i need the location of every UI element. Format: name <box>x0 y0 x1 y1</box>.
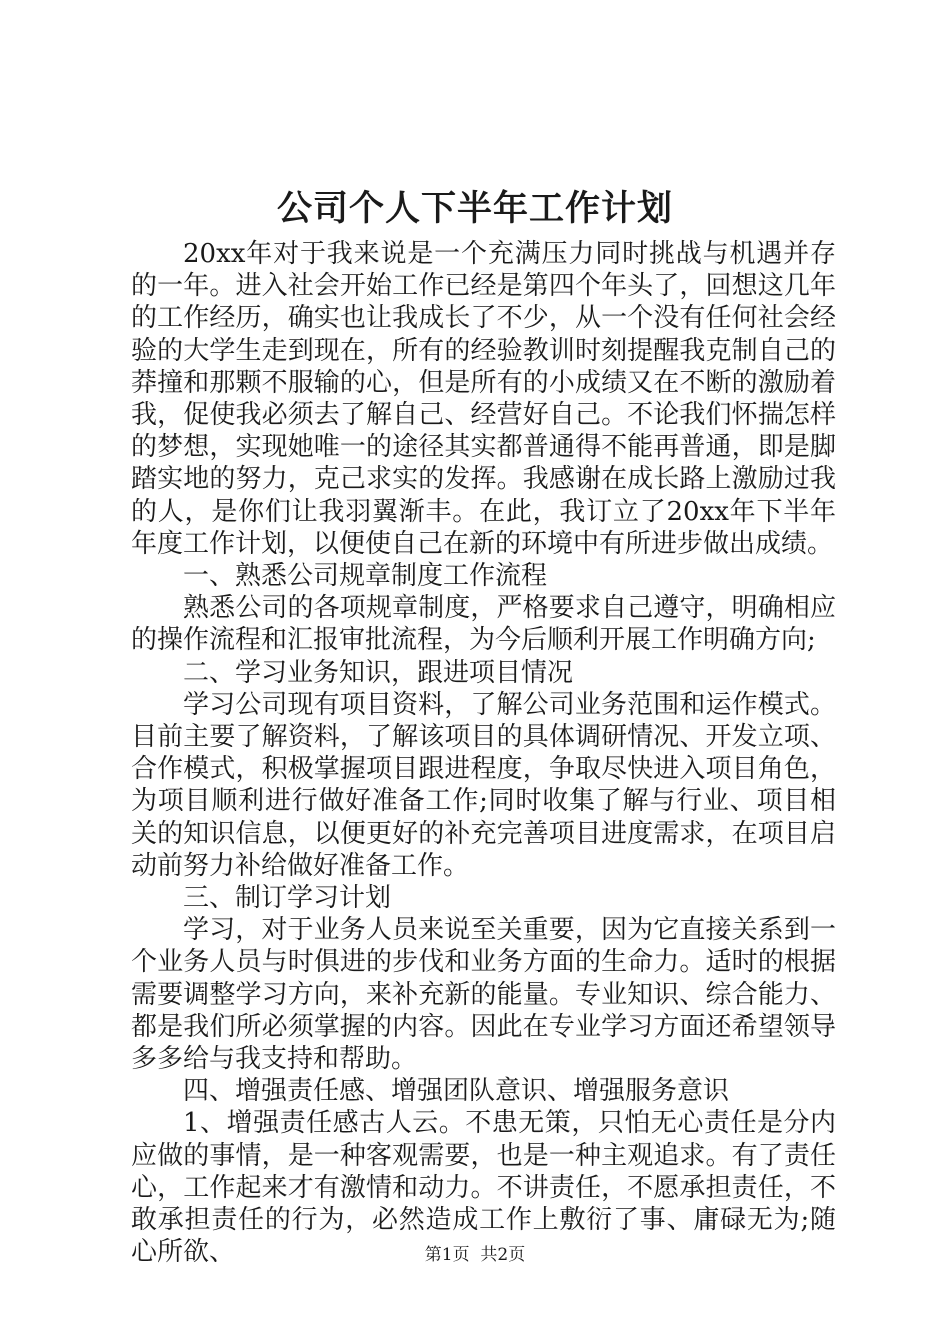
section-heading-1: 一、熟悉公司规章制度工作流程 <box>183 561 548 592</box>
paragraph-section-3: 学习，对于业务人员来说至关重要，因为它直接关系到一个业务人员与时俱进的步伐和业务方面的生命力。适时的根据需要调整学习方向，来补充新的能量。专业知识、综合能力、都是我们所必须掌握的内容。因此在专业学习方面还希望领导多多给与我支持和帮助。 <box>131 915 836 1075</box>
paragraph-section-1: 熟悉公司的各项规章制度，严格要求自己遵守，明确相应的操作流程和汇报审批流程，为今后顺利开展工作明确方向; <box>131 593 836 656</box>
page-number: 第1页 共2页 <box>424 1245 526 1265</box>
paragraph-intro: 20xx年对于我来说是一个充满压力同时挑战与机遇并存的一年。进入社会开始工作已经是第四个年头了，回想这几年的工作经历，确实也让我成长了不少，从一个没有任何社会经验的大学生走到现在，所有的经验教训时刻提醒我克制自己的莽撞和那颗不服输的心，但是所有的小成绩又在不断的激励着我，促使我必须去了解自己、经营好自己。不论我们怀揣怎样的梦想，实现她唯一的途径其实都普通得不能再普通，即是脚踏实地的努力，克己求实的发挥。我感谢在成长路上激励过我的人，是你们让我羽翼渐丰。在此，我订立了20xx年下半年年度工作计划，以便使自己在新的环境中有所进步做出成绩。 <box>131 239 836 559</box>
page-footer <box>0 1244 950 1266</box>
page-title: 公司个人下半年工作计划 <box>276 188 673 229</box>
paragraph-section-4-1: 1、增强责任感古人云。不患无策，只怕无心责任是分内应做的事情，是一种客观需要，也是一种主观追求。有了责任心，工作起来才有激情和动力。不讲责任，不愿承担责任，不敢承担责任的行为，必然造成工作上敷衍了事、庸碌无为;随心所欲、 <box>131 1108 836 1268</box>
document-body <box>131 238 836 1269</box>
section-heading-2: 二、学习业务知识，跟进项目情况 <box>183 657 574 688</box>
section-heading-4: 四、增强责任感、增强团队意识、增强服务意识 <box>183 1076 730 1107</box>
section-heading-3: 三、制订学习计划 <box>183 883 392 914</box>
paragraph-section-2: 学习公司现有项目资料，了解公司业务范围和运作模式。目前主要了解资料，了解该项目的具体调研情况、开发立项、合作模式，积极掌握项目跟进程度，争取尽快进入项目角色，为项目顺利进行做好准备工作;同时收集了解与行业、项目相关的知识信息，以便更好的补充完善项目进度需求，在项目启动前努力补给做好准备工作。 <box>131 689 836 881</box>
